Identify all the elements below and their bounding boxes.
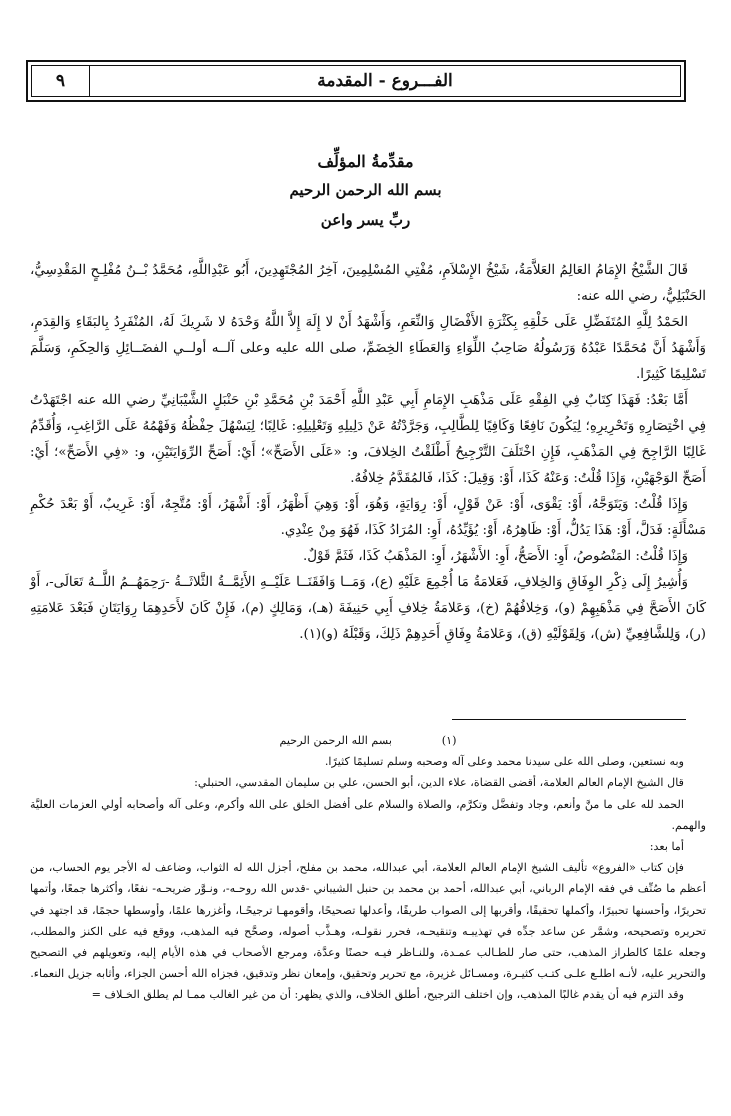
footnote-paragraph: الحمد لله على ما منَّ وأنعم، وجاد وتفضَّل وتكرَّم، والصلاة والسلام على أفضل الخلق على الله وأكرم، وعلى آله وأصحابه أولي العزمات العليَّة والهمم. <box>30 797 706 832</box>
running-title: الفـــروع - المقدمة <box>317 71 453 91</box>
body-paragraph: وَأُشِيرُ إِلَى ذِكْرِ الوِفَاقِ وَالخِلافِ، فَعَلامَةُ مَا أُجْمِعَ عَلَيْهِ (ع)، وَمَــا وَافَقَنَــا عَلَيْــهِ الأَئِمَّــةُ الثَّلاثَــةُ -رَحِمَهُــمُ اللَّــهُ تَعَالَى-، أَوْ كَانَ الأَصَحَّ فِي مَذْهَبِهِمْ (و)، وَخِلافُهُمْ (خ)، وَعَلامَةُ خِلافِ أَبِي حَنِيفَةَ (هـ)، وَمَالِكٍ (م)، فَإِنْ كَانَ لأَحَدِهِمَا رِوَايَتَانِ فَبَعْدَ عَلامَتِهِ (ر)، وَلِلشَّافِعِيِّ (ش)، وَلِقَوْلَيْهِ (ق)، وَعَلامَةُ وِفَاقِ أَحَدِهِمْ ذَلِكَ، وَقَبْلَهُ (و)(١). <box>30 575 706 642</box>
supplication-heading: ربِّ يسر واعن <box>320 211 411 229</box>
header-inner-frame <box>31 65 681 97</box>
footnote-paragraph: أما بعد: <box>649 840 684 854</box>
footnote-separator <box>452 719 686 720</box>
footnote-paragraph: وقد التزم فيه أن يقدم غالبًا المذهب، وإن اختلف الترجيح، أطلق الخلاف، والذي يظهر: أن من غير الغالب ممـا لم يطلق الخـلاف = <box>91 988 684 1002</box>
footnote-paragraph: قال الشيخ الإمام العالم العلامة، أقضى القضاة، علاء الدين، أبو الحسن، علي بن سليمان المقدسي، الحنبلي: <box>194 776 684 790</box>
footnote-paragraph: وبه نستعين، وصلى الله على سيدنا محمد وعلى آله وصحبه وسلم تسليمًا كثيرًا. <box>324 755 684 769</box>
footnote-marker: (١) <box>441 734 457 747</box>
section-title: مقدِّمةُ المؤلِّف <box>317 152 414 171</box>
page-number: ٩ <box>32 66 90 96</box>
body-paragraph: أَمَّا بَعْدُ: فَهَذَا كِتَابٌ فِي الفِقْهِ عَلَى مَذْهَبِ الإِمَامِ أَبِي عَبْدِ اللَّهِ أَحْمَدَ بْنِ مُحَمَّدِ بْنِ حَنْبَلٍ الشَّيْبَانِيِّ رضي الله عنه اجْتَهَدْتُ فِي اخْتِصَارِهِ وَتَحْرِيرِهِ؛ لِيَكُونَ نَافِعًا وَكَافِيًا لِلطَّالِبِ، وَجَرَّدْتُهُ عَنْ دَلِيلِهِ وَتَعْلِيلِهِ: غَالِبًا؛ لِيَسْهُلَ حِفْظُهُ وَفَهْمُهُ عَلَى الرَّاغِبِ، وَأُقَدِّمُ غَالِبًا الرَّاجِحَ فِي المَذْهَبِ، فَإِنِ اخْتَلَفَ التَّرْجِيحُ أَطْلَقْتُ الخِلافَ، و: «عَلَى الأَصَحِّ»؛ أَيْ: أَصَحِّ الرِّوَايَتَيْنِ، و: «فِي الأَصَحِّ»؛ أَيْ: أَصَحِّ الوَجْهَيْنِ، وَإِذَا قُلْتُ: وَعَنْهُ كَذَا، أَوْ: وَقِيلَ: كَذَا، فَالمُقَدَّمُ خِلافُهُ. <box>30 393 706 486</box>
body-paragraph: وَإِذَا قُلْتُ: المَنْصُوصُ، أَوِ: الأَصَحُّ، أَوِ: الأَشْهَرُ، أَوِ: المَذْهَبُ كَذَا، فَثَمَّ قَوْلٌ. <box>303 549 688 564</box>
footnote-heading <box>30 730 706 751</box>
body-paragraph: قَالَ الشَّيْخُ الإِمَامُ العَالِمُ العَلاَّمَةُ، شَيْخُ الإِسْلاَمِ، مُفْتِي المُسْلِمِينَ، آخِرُ المُجْتَهِدِينَ، أَبُو عَبْدِاللَّهِ، مُحَمَّدُ بْــنُ مُفْلِـحٍ المَقْدِسِيُّ، الحَنْبَلِيُّ، رضي الله عنه: <box>30 263 706 304</box>
body-paragraph: الحَمْدُ لِلَّهِ المُتَفَضِّلِ عَلَى خَلْقِهِ بِكَثْرَةِ الأَفْضَالِ وَالنِّعَمِ، وَأَشْهَدُ أَنْ لا إِلَهَ إِلاَّ اللَّهُ وَحْدَهُ لا شَرِيكَ لَهُ، المُنْفَرِدُ بِالبَقَاءِ وَالقِدَمِ، وَأَشْهَدُ أَنَّ مُحَمَّدًا عَبْدُهُ وَرَسُولُهُ صَاحِبُ اللِّوَاءِ وَالعَطَاءِ الخِضَمِّ، صلى الله عليه وعلى آلــه أولــي الفضَــائِلِ وَالحِكَمِ، وَسَلَّمَ تَسْلِيمًا كَثِيرًا. <box>30 315 706 382</box>
basmala-heading: بسم الله الرحمن الرحيم <box>289 181 442 199</box>
footnote-paragraph: فإن كتاب «الفروع» تأليف الشيخ الإمام العالم العلامة، أبي عبدالله، محمد بن مفلح، أجزل الله له الثواب، وضاعف له الأجر يوم الحساب، من أعظم ما صُنِّف في فقه الإمام الرباني، أبي عبدالله، أحمد بن محمد بن حنبل الشيباني -قدس الله روحـه-، ونـوَّر ضريحـه- نفعًا، وأكثرها جمعًا، وأتمها تحريرًا، وأحسنها تحبيرًا، وأكملها تحقيقًا، وأقربها إلى الصواب طريقًا، وأعدلها تصحيحًا، وأقومهـا ترجيحًـا، وأغزرها علمًا، وأوسطها حجمًا، قد اجتهد في تحريره وتصحيحه، وشمَّر عن ساعد جدِّه في تهذيبـه وتنقيحـه، فحرر نقولـه، وهـذَّب أصوله، وصحَّح فيه المذهب، ووقع فيه على الكنز والمطلب، وجعله علمًا كالطراز المذهب، حتى صار للطـالب عمـدة، وللنـاظر فيـه حصنًا وعدَّة، ومرجع الأصحاب في هذه الأيام إليه، وتعويلهم في التصحيح والتحرير عليه، لأنـه اطلـع علـى كتـب كثيـرة، ومسـائل غزيرة، مع تحرير وتحقيق، وإمعان نظر وتدقيق، فجزاه الله أحسن الجزاء، وأثابه جزيل النعماء. <box>30 861 706 981</box>
running-header <box>26 60 686 102</box>
main-text <box>30 258 706 648</box>
body-paragraph: وَإِذَا قُلْتُ: وَيَتَوَجَّهُ، أَوْ: يَقْوَى، أَوْ: عَنْ قَوْلٍ، أَوْ: رِوَايَةٍ، وَهُوَ، أَوْ: وَهِيَ أَظْهَرُ، أَوْ: أَشْهَرُ، أَوْ: مُتَّجِهٌ، أَوْ: غَرِيبٌ، أَوْ بَعْدَ حُكْمِ مَسْأَلَةٍ: فَدَلَّ، أَوْ: هَذَا يَدُلُّ، أَوْ: ظَاهِرُهُ، أَوْ: يُؤَيِّدُهُ، أَوِ: المُرَادُ كَذَا، فَهُوَ مِنْ عِنْدِي. <box>30 497 706 538</box>
footnotes <box>30 730 706 1006</box>
footnote-basmala: بسم الله الرحمن الرحيم <box>279 734 392 747</box>
